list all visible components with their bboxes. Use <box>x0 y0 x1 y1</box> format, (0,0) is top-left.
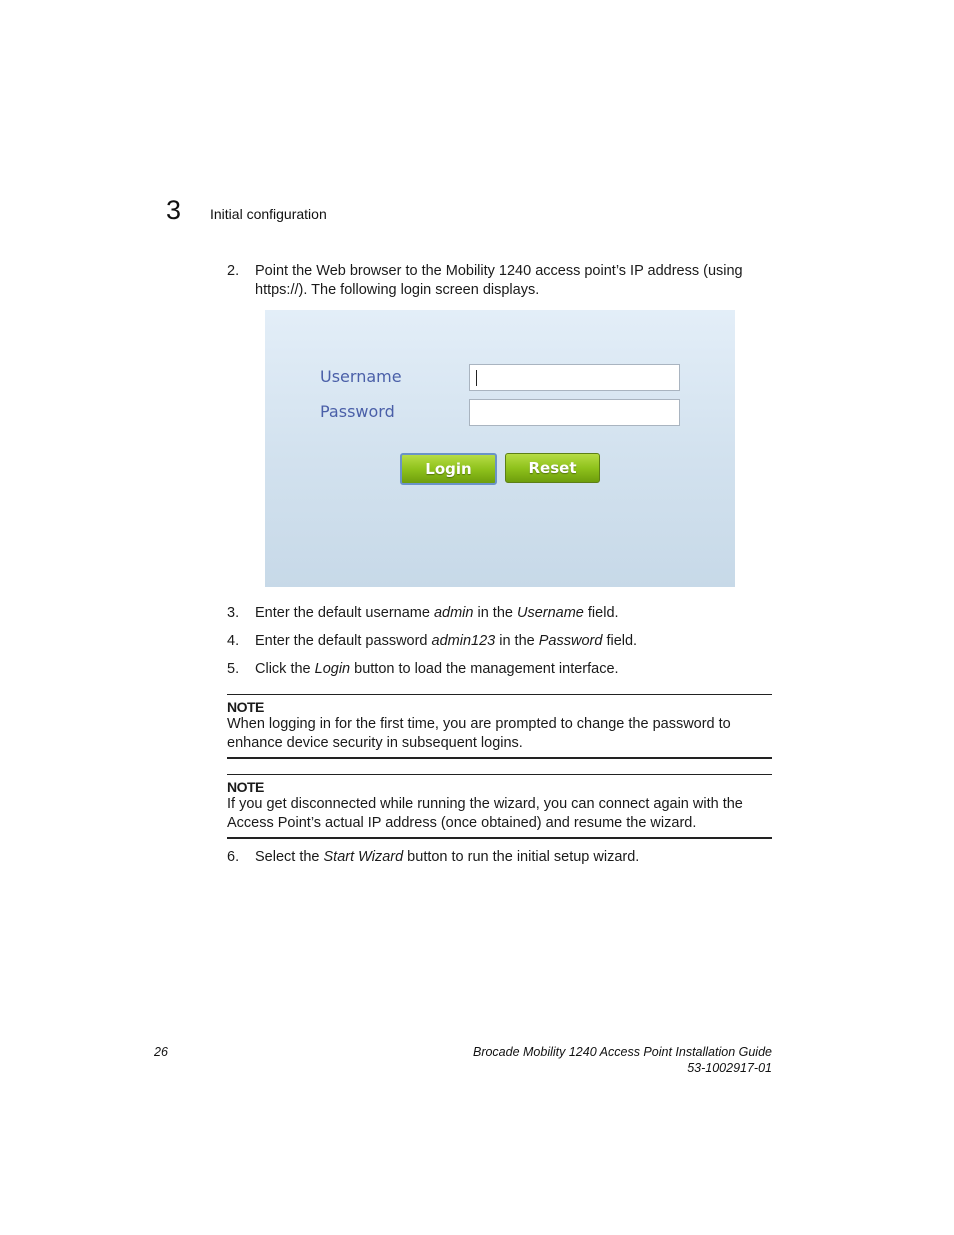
reset-button[interactable]: Reset <box>505 453 600 483</box>
step-text-run: Click the <box>255 661 315 677</box>
emphasis-text: Start Wizard <box>323 849 404 865</box>
step-text <box>255 632 772 651</box>
step-text-run: field. <box>583 605 619 621</box>
text-caret <box>476 370 477 386</box>
login-button[interactable]: Login <box>400 453 497 485</box>
chapter-title: Initial configuration <box>210 206 327 222</box>
step-text <box>255 660 772 679</box>
emphasis-text: Password <box>538 633 603 649</box>
login-screenshot <box>265 310 735 587</box>
emphasis-text: Username <box>516 605 584 621</box>
doc-number: 53-1002917-01 <box>687 1061 772 1075</box>
username-label: Username <box>320 367 402 386</box>
step-text <box>255 604 772 623</box>
step-text-run: in the <box>495 633 539 649</box>
note-heading: NOTE <box>227 699 264 715</box>
step-number: 2. <box>227 263 240 279</box>
step-text-run: field. <box>602 633 638 649</box>
step-text-run: Select the <box>255 849 324 865</box>
step-text-run: in the <box>473 605 517 621</box>
step-item <box>227 262 772 300</box>
step-item <box>227 604 772 623</box>
emphasis-text: Login <box>314 661 351 677</box>
step-number: 3. <box>227 605 240 621</box>
password-field[interactable] <box>469 399 680 426</box>
step-text-run: Enter the default password <box>255 633 432 649</box>
note-text: When logging in for the first time, you are prompted to change the password to enhance device security in subsequent logins. <box>227 716 731 751</box>
step-text-run: Enter the default username <box>255 605 434 621</box>
step-item <box>227 848 772 867</box>
step-number: 4. <box>227 633 240 649</box>
step-item <box>227 660 772 679</box>
emphasis-text: admin123 <box>431 633 496 649</box>
step-text-run: button to run the initial setup wizard. <box>403 849 640 865</box>
step-text-run: Point the Web browser to the Mobility 1240 access point’s IP address (using https://). The following login screen displays. <box>255 263 743 298</box>
note-text: If you get disconnected while running the wizard, you can connect again with the Access Point’s actual IP address (once obtained) and resume the wizard. <box>227 796 743 831</box>
step-text <box>255 262 772 300</box>
username-field[interactable] <box>469 364 680 391</box>
page-number: 26 <box>154 1045 168 1059</box>
step-number: 5. <box>227 661 240 677</box>
step-text-run: button to load the management interface. <box>350 661 619 677</box>
note-box <box>227 774 772 839</box>
step-number: 6. <box>227 849 240 865</box>
emphasis-text: admin <box>433 605 474 621</box>
chapter-number: 3 <box>166 195 182 225</box>
password-label: Password <box>320 402 395 421</box>
note-box <box>227 694 772 759</box>
step-item <box>227 632 772 651</box>
step-text <box>255 848 772 867</box>
doc-title: Brocade Mobility 1240 Access Point Installation Guide <box>472 1045 772 1059</box>
note-heading: NOTE <box>227 779 264 795</box>
